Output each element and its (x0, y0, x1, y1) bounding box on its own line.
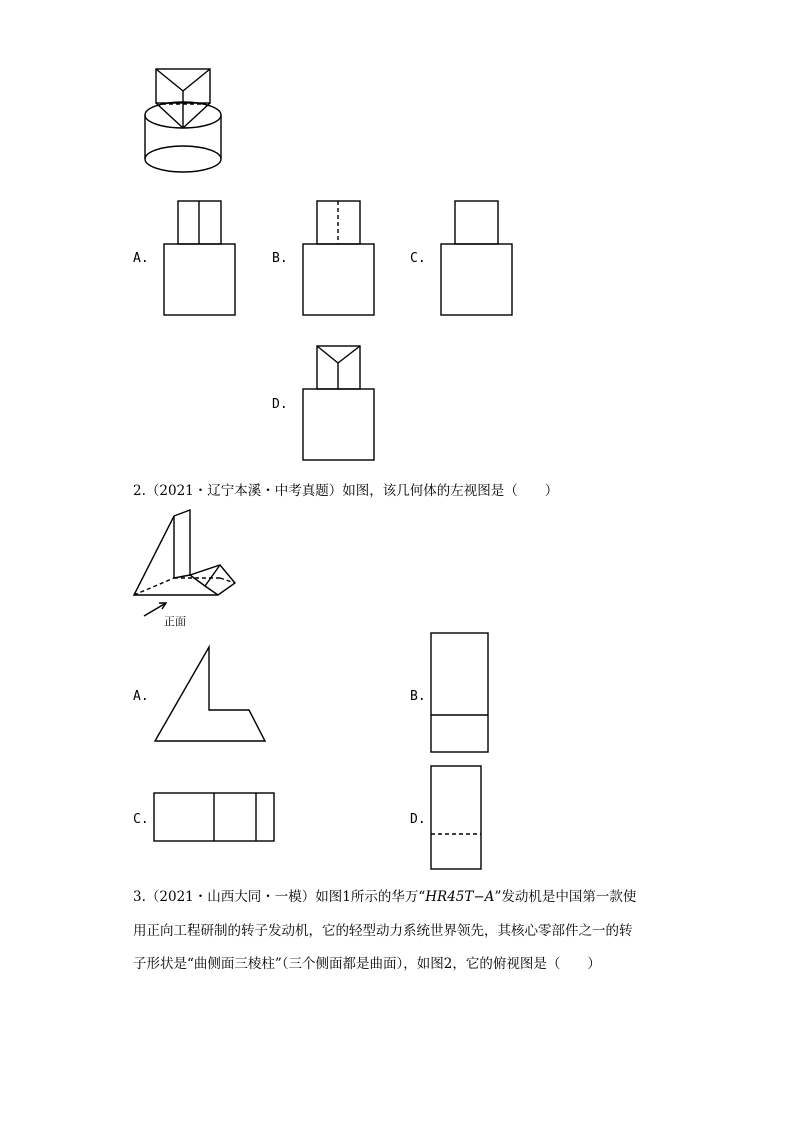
q2-solid-figure (128, 508, 248, 620)
q2-option-a-figure[interactable] (152, 644, 268, 744)
q3-line1-b: ”发动机是中国第一款使 (494, 889, 637, 905)
q1-option-c-label[interactable]: C. (410, 251, 426, 266)
q2-question (133, 474, 558, 508)
q1-option-d-figure[interactable] (302, 345, 376, 462)
q2-source: （2021・辽宁本溪・中考真题） (145, 483, 343, 499)
q1-option-b-figure[interactable] (302, 200, 376, 317)
q2-option-d-label[interactable]: D. (410, 812, 426, 827)
q2-option-a-label[interactable]: A. (133, 689, 149, 704)
cylinder-bottom (145, 146, 221, 172)
q2-option-c-figure[interactable] (153, 792, 277, 844)
q3-line-3: 子形状是“曲侧面三棱柱”（三个侧面都是曲面），如图2，它的俯视图是（ ） (133, 956, 601, 972)
q1-option-a-label[interactable]: A. (133, 251, 149, 266)
q3-line1-a: 如图1所示的华万“ (315, 889, 426, 905)
q2-front-label: 正面 (164, 615, 186, 628)
q1-option-c-figure[interactable] (440, 200, 514, 317)
q2-option-d-figure[interactable] (430, 765, 484, 871)
q1-option-b-label[interactable]: B. (272, 251, 288, 266)
q3-number: 3. (133, 889, 146, 905)
q2-option-c-label[interactable]: C. (133, 812, 149, 827)
q3-source: （2021・山西大同・一模） (145, 889, 316, 905)
q1-solid-figure (130, 60, 240, 180)
q2-option-b-label[interactable]: B. (410, 689, 426, 704)
q1-option-d-label[interactable]: D. (272, 397, 288, 412)
q1-option-a-figure[interactable] (163, 200, 237, 317)
q3-line-2: 用正向工程研制的转子发动机，它的轻型动力系统世界领先，其核心零部件之一的转 (133, 923, 633, 939)
q3-line-1 (133, 880, 636, 914)
q2-stem: 如图，该几何体的左视图是（ ） (342, 483, 559, 499)
q3-engine-model: HR45T−A (425, 889, 495, 905)
front-arrow (144, 603, 166, 616)
q2-number: 2. (133, 483, 146, 499)
q2-option-b-figure[interactable] (430, 632, 490, 754)
